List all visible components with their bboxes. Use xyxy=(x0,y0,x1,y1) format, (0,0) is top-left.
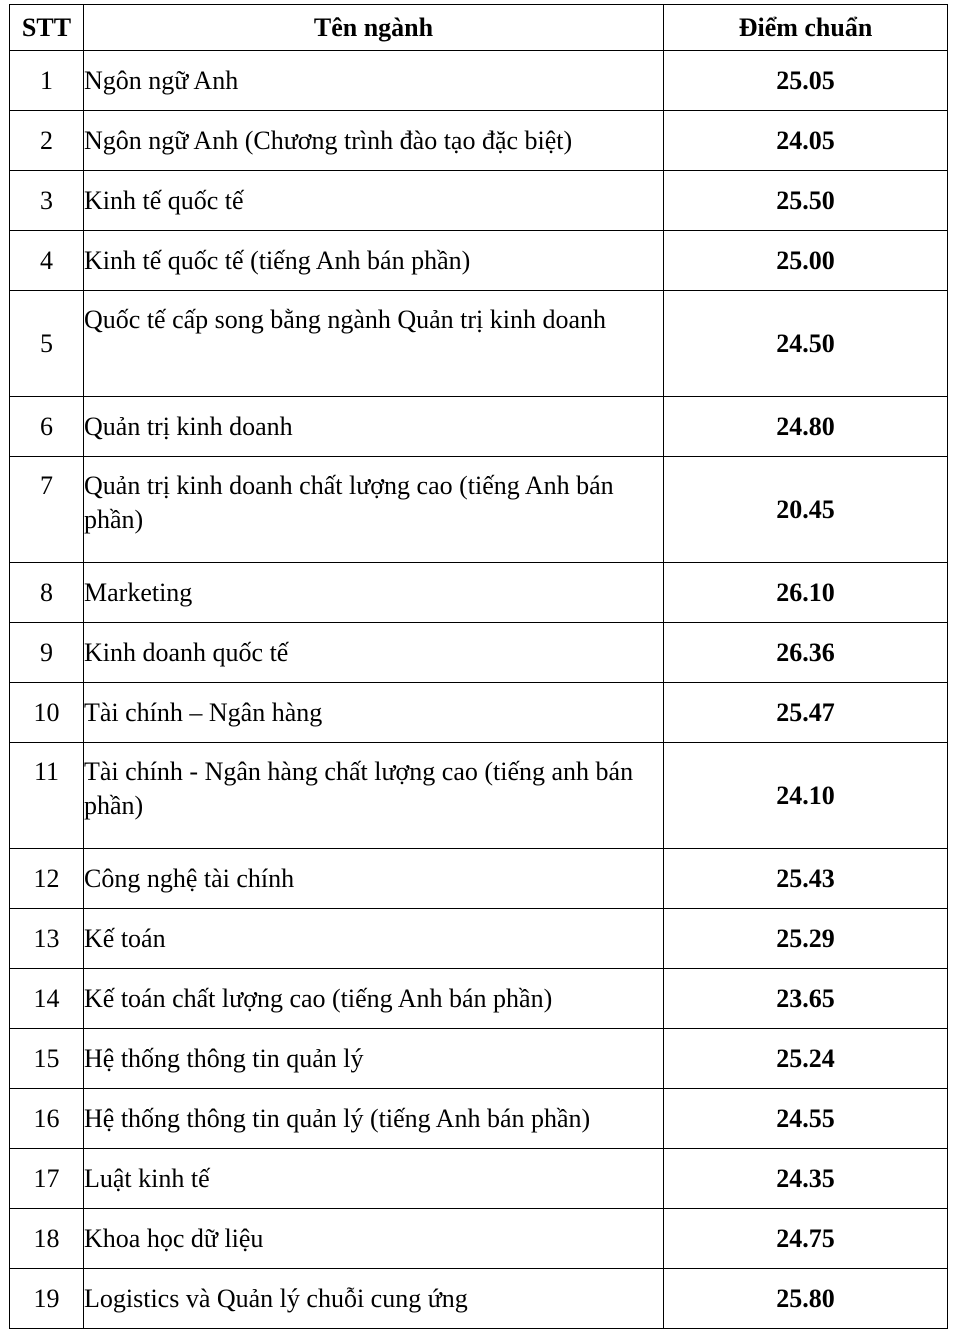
table-row xyxy=(10,1269,948,1329)
row-cutoff-score: 25.00 xyxy=(664,231,948,291)
row-stt: 6 xyxy=(10,397,84,457)
row-stt: 14 xyxy=(10,969,84,1029)
table-row xyxy=(10,457,948,563)
admission-scores-table xyxy=(9,4,948,1329)
row-major-name: Kế toán chất lượng cao (tiếng Anh bán phần) xyxy=(84,969,664,1029)
table-row xyxy=(10,969,948,1029)
table-row xyxy=(10,623,948,683)
row-major-name: Logistics và Quản lý chuỗi cung ứng xyxy=(84,1269,664,1329)
table-row xyxy=(10,1209,948,1269)
row-major-name: Kinh tế quốc tế xyxy=(84,171,664,231)
table-row xyxy=(10,291,948,397)
row-cutoff-score: 24.05 xyxy=(664,111,948,171)
row-cutoff-score: 25.05 xyxy=(664,51,948,111)
table-row xyxy=(10,563,948,623)
table-row xyxy=(10,909,948,969)
row-major-name: Ngôn ngữ Anh (Chương trình đào tạo đặc biệt) xyxy=(84,111,664,171)
header-stt: STT xyxy=(10,5,84,51)
table-row xyxy=(10,111,948,171)
row-major-name: Quốc tế cấp song bằng ngành Quản trị kinh doanh xyxy=(84,291,664,397)
row-stt: 12 xyxy=(10,849,84,909)
row-stt: 3 xyxy=(10,171,84,231)
table-row xyxy=(10,171,948,231)
row-stt: 18 xyxy=(10,1209,84,1269)
table-row xyxy=(10,1149,948,1209)
row-major-name: Tài chính - Ngân hàng chất lượng cao (tiếng anh bán phần) xyxy=(84,743,664,849)
row-stt: 1 xyxy=(10,51,84,111)
table-body xyxy=(10,51,948,1329)
row-stt: 19 xyxy=(10,1269,84,1329)
row-major-name: Ngôn ngữ Anh xyxy=(84,51,664,111)
row-cutoff-score: 26.36 xyxy=(664,623,948,683)
row-cutoff-score: 25.24 xyxy=(664,1029,948,1089)
row-major-name: Kinh doanh quốc tế xyxy=(84,623,664,683)
header-major-name: Tên ngành xyxy=(84,5,664,51)
row-cutoff-score: 23.65 xyxy=(664,969,948,1029)
row-cutoff-score: 24.55 xyxy=(664,1089,948,1149)
row-stt: 2 xyxy=(10,111,84,171)
table-row xyxy=(10,683,948,743)
row-cutoff-score: 24.75 xyxy=(664,1209,948,1269)
row-major-name: Khoa học dữ liệu xyxy=(84,1209,664,1269)
table-row xyxy=(10,743,948,849)
row-cutoff-score: 25.29 xyxy=(664,909,948,969)
row-cutoff-score: 25.47 xyxy=(664,683,948,743)
row-cutoff-score: 24.50 xyxy=(664,291,948,397)
table-header xyxy=(10,5,948,51)
row-stt: 8 xyxy=(10,563,84,623)
row-major-name: Tài chính – Ngân hàng xyxy=(84,683,664,743)
row-stt: 11 xyxy=(10,743,84,849)
header-row xyxy=(10,5,948,51)
row-major-name: Luật kinh tế xyxy=(84,1149,664,1209)
row-stt: 9 xyxy=(10,623,84,683)
row-stt: 10 xyxy=(10,683,84,743)
row-cutoff-score: 20.45 xyxy=(664,457,948,563)
table-row xyxy=(10,1029,948,1089)
row-cutoff-score: 24.10 xyxy=(664,743,948,849)
row-stt: 4 xyxy=(10,231,84,291)
row-stt: 5 xyxy=(10,291,84,397)
table-row xyxy=(10,397,948,457)
row-cutoff-score: 24.80 xyxy=(664,397,948,457)
row-cutoff-score: 26.10 xyxy=(664,563,948,623)
row-major-name: Công nghệ tài chính xyxy=(84,849,664,909)
row-major-name: Hệ thống thông tin quản lý (tiếng Anh bán phần) xyxy=(84,1089,664,1149)
row-major-name: Quản trị kinh doanh xyxy=(84,397,664,457)
table-row xyxy=(10,231,948,291)
row-stt: 15 xyxy=(10,1029,84,1089)
row-cutoff-score: 25.50 xyxy=(664,171,948,231)
row-major-name: Kinh tế quốc tế (tiếng Anh bán phần) xyxy=(84,231,664,291)
row-major-name: Hệ thống thông tin quản lý xyxy=(84,1029,664,1089)
row-major-name: Kế toán xyxy=(84,909,664,969)
row-cutoff-score: 25.43 xyxy=(664,849,948,909)
row-major-name: Marketing xyxy=(84,563,664,623)
row-stt: 13 xyxy=(10,909,84,969)
row-stt: 17 xyxy=(10,1149,84,1209)
table-row xyxy=(10,1089,948,1149)
row-stt: 7 xyxy=(10,457,84,563)
row-major-name: Quản trị kinh doanh chất lượng cao (tiếng Anh bán phần) xyxy=(84,457,664,563)
table-row xyxy=(10,51,948,111)
row-cutoff-score: 25.80 xyxy=(664,1269,948,1329)
header-cutoff-score: Điểm chuẩn xyxy=(664,5,948,51)
row-cutoff-score: 24.35 xyxy=(664,1149,948,1209)
table-row xyxy=(10,849,948,909)
row-stt: 16 xyxy=(10,1089,84,1149)
